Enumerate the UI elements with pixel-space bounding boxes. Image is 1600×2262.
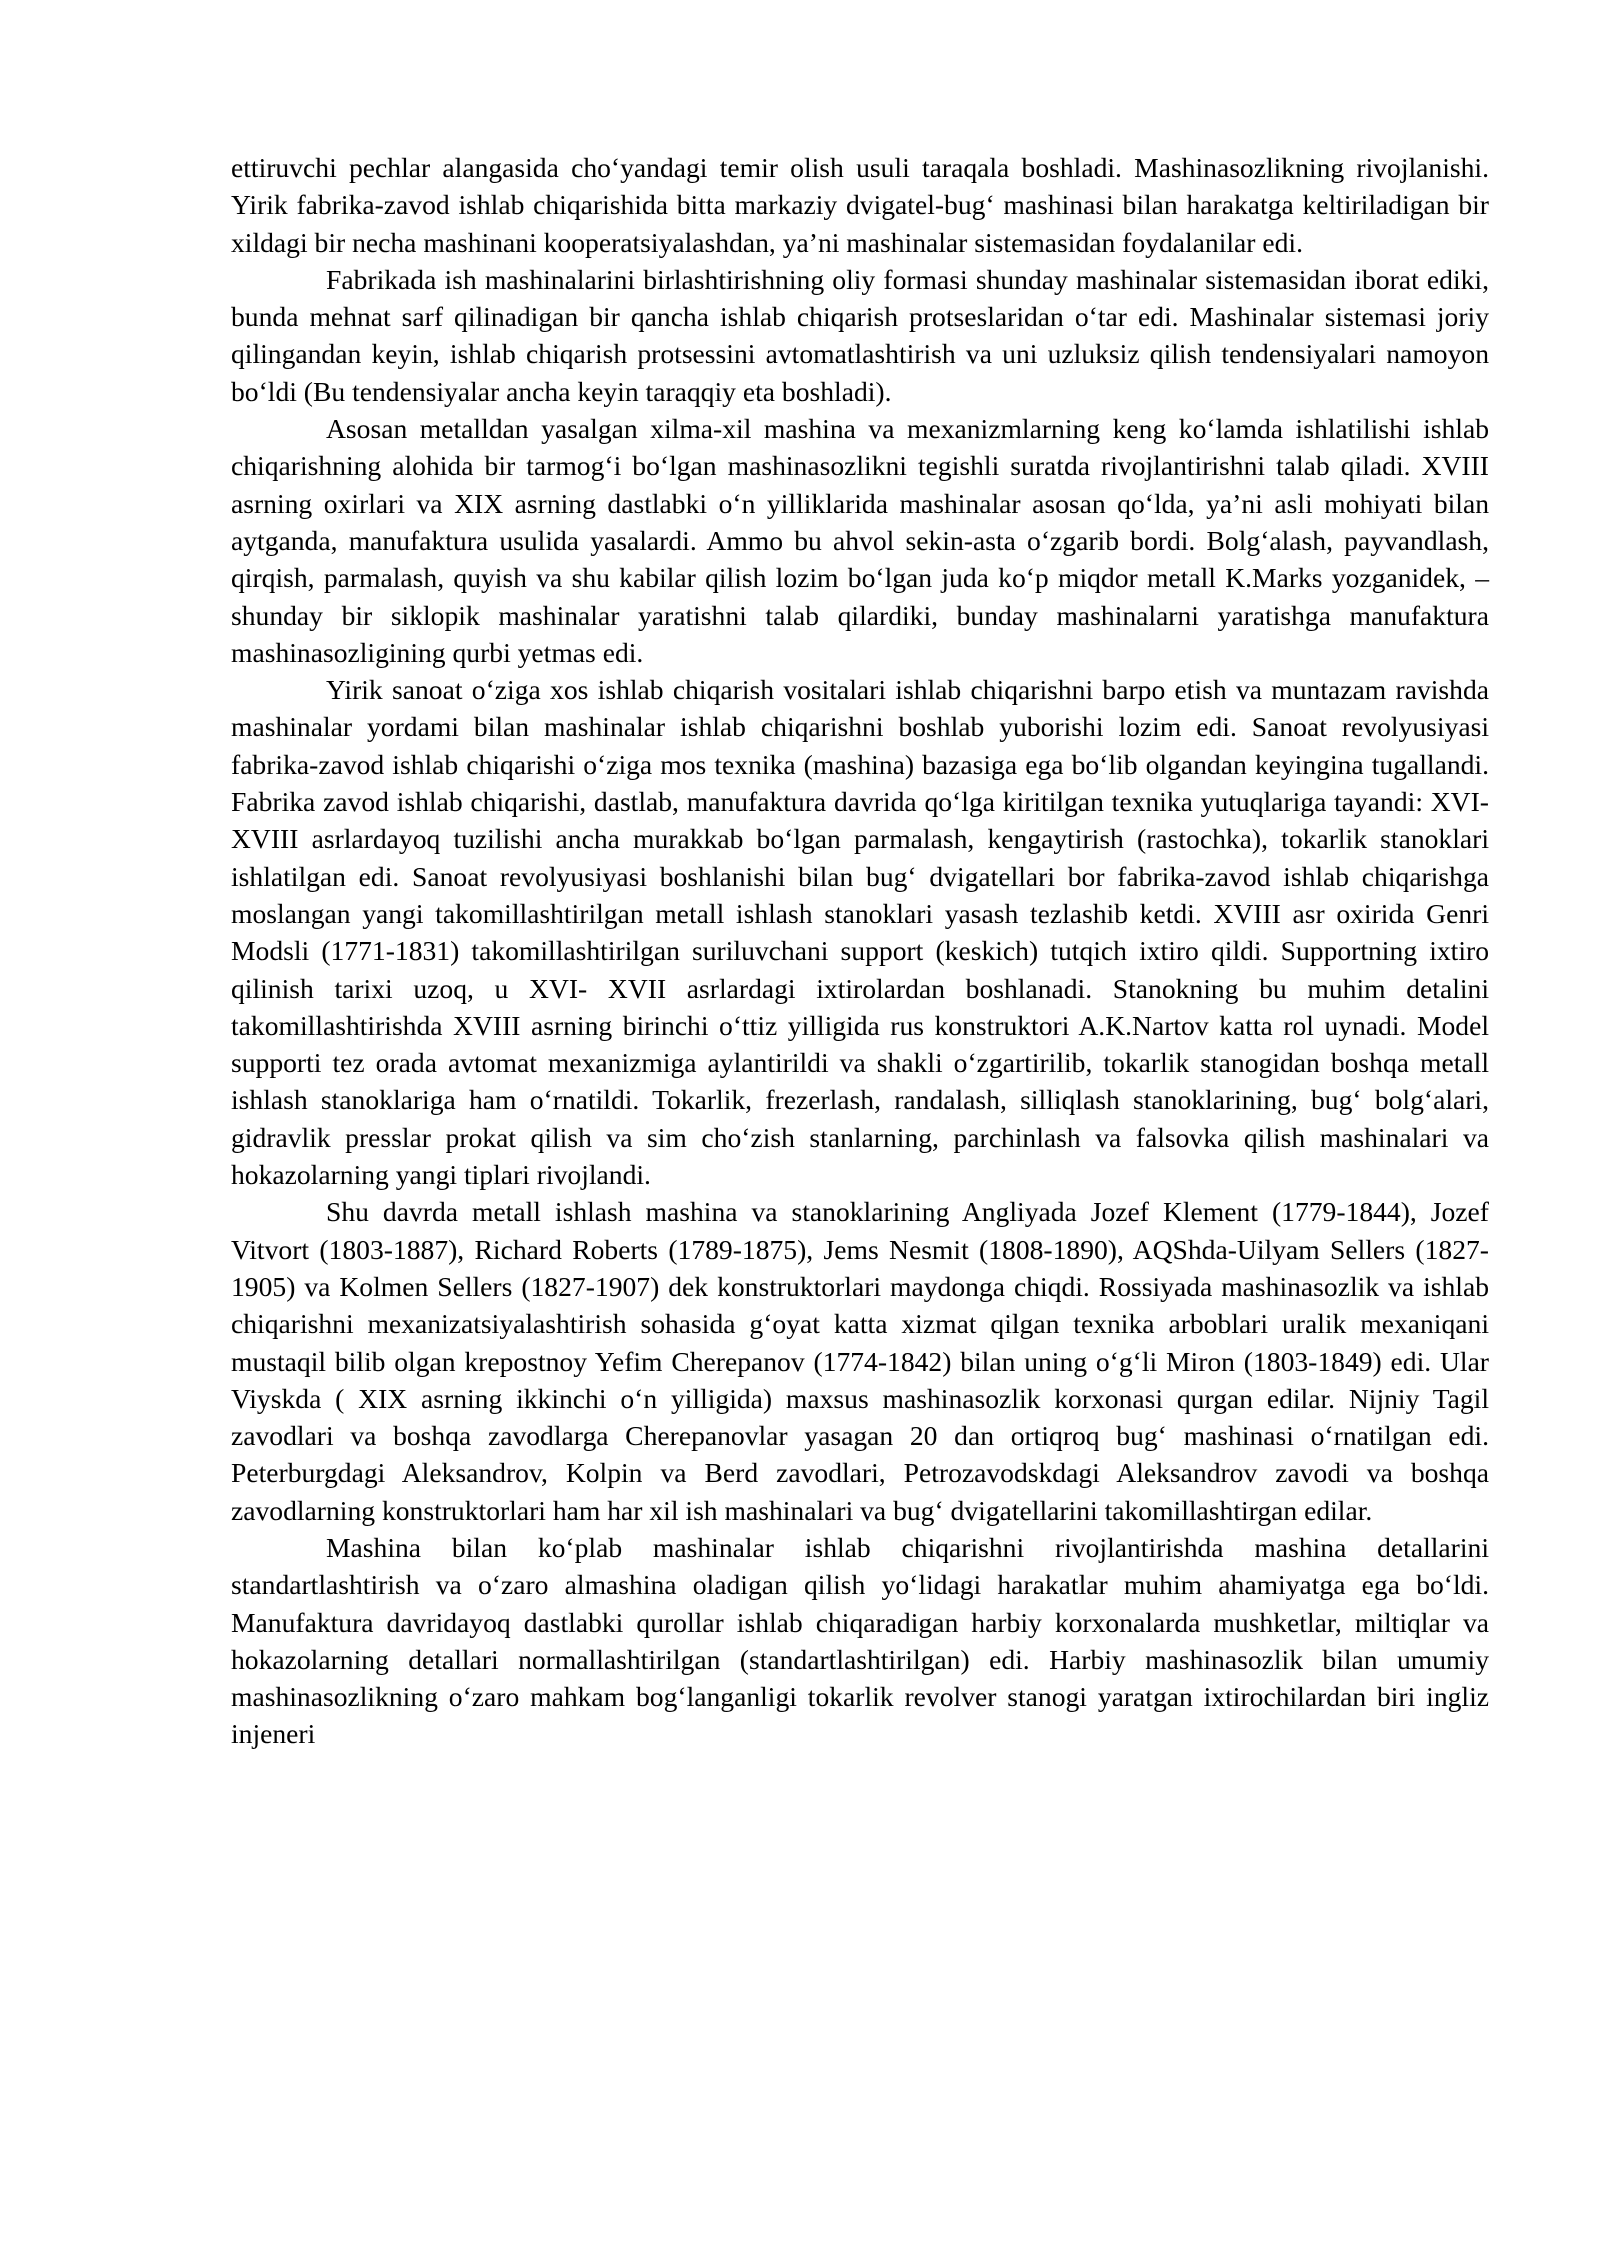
paragraph-4: Yirik sanoat o‘ziga xos ishlab chiqarish vositalari ishlab chiqarishni barpo etish va muntazam ravishda mashinalar yordami bilan mashinalar ishlab chiqarishni boshlab yuborishi lozim edi. Sanoat revolyusiyasi fabrika-zavod ishlab chiqarishi o‘ziga mos texnika (mashina) bazasiga ega bo‘lib olgandan keyingina tugallandi. Fabrika zavod ishlab chiqarishi, dastlab, manufaktura davrida qo‘lga kiritilgan texnika yutuqlariga tayandi: XVI-XVIII asrlardayoq tuzilishi ancha murakkab bo‘lgan parmalash, kengaytirish (rastochka), tokarlik stanoklari ishlatilgan edi. Sanoat revolyusiyasi boshlanishi bilan bug‘ dvigatellari bor fabrika-zavod ishlab chiqarishga moslangan yangi takomillashtirilgan metall ishlash stanoklari yasash tezlashib ketdi. XVIII asr oxirida Genri Modsli (1771-1831) takomillashtirilgan suriluvchani support (keskich) tutqich ixtiro qildi. Supportning ixtiro qilinish tarixi uzoq, u XVI- XVII asrlardagi ixtirolardan boshlanadi. Stanokning bu muhim detalini takomillashtirishda XVIII asrning birinchi o‘ttiz yilligida rus konstruktori A.K.Nartov katta rol uynadi. Model supporti tez orada avtomat mexanizmiga aylantirildi va shakli o‘zgartirilib, tokarlik stanogidan boshqa metall ishlash stanoklariga ham o‘rnatildi. Tokarlik, frezerlash, randalash, silliqlash stanoklarining, bug‘ bolg‘alari, gidravlik presslar prokat qilish va sim cho‘zish stanlarning, parchinlash va falsovka qilish mashinalari va hokazolarning yangi tiplari rivojlandi.: [231, 674, 1489, 1191]
paragraph-3: Asosan metalldan yasalgan xilma-xil mashina va mexanizmlarning keng ko‘lamda ishlatilishi ishlab chiqarishning alohida bir tarmog‘i bo‘lgan mashinasozlikni tegishli suratda rivojlantirishni talab qiladi. XVIII asrning oxirlari va XIX asrning dastlabki o‘n yilliklarida mashinalar asosan qo‘lda, ya’ni asli mohiyati bilan aytganda, manufaktura usulida yasalardi. Ammo bu ahvol sekin-asta o‘zgarib bordi. Bolg‘alash, payvandlash, qirqish, parmalash, quyish va shu kabilar qilish lozim bo‘lgan juda ko‘p miqdor metall K.Marks yozganidek, –shunday bir siklopik mashinalar yaratishni talab qilardiki, bunday mashinalarni yaratishga manufaktura mashinasozligining qurbi yetmas edi.: [231, 413, 1489, 668]
document-body: [231, 149, 1489, 1753]
paragraph-5: Shu davrda metall ishlash mashina va stanoklarining Angliyada Jozef Klement (1779-1844), Jozef Vitvort (1803-1887), Richard Roberts (1789-1875), Jems Nesmit (1808-1890), AQShda-Uilyam Sellers (1827-1905) va Kolmen Sellers (1827-1907) dek konstruktorlari maydonga chiqdi. Rossiyada mashinasozlik va ishlab chiqarishni mexanizatsiyalashtirish sohasida g‘oyat katta xizmat qilgan texnika arboblari uralik mexaniqani mustaqil bilib olgan krepostnoy Yefim Cherepanov (1774-1842) bilan uning o‘g‘li Miron (1803-1849) edi. Ular Viyskda ( XIX asrning ikkinchi o‘n yilligida) maxsus mashinasozlik korxonasi qurgan edilar. Nijniy Tagil zavodlari va boshqa zavodlarga Cherepanovlar yasagan 20 dan ortiqroq bug‘ mashinasi o‘rnatilgan edi. Peterburgdagi Aleksandrov, Kolpin va Berd zavodlari, Petrozavodskdagi Aleksandrov zavodi va boshqa zavodlarning konstruktorlari ham har xil ish mashinalari va bug‘ dvigatellarini takomillashtirgan edilar.: [231, 1196, 1489, 1526]
paragraph-1: ettiruvchi pechlar alangasida cho‘yandagi temir olish usuli taraqala boshladi. Mashinasozlikning rivojlanishi. Yirik fabrika-zavod ishlab chiqarishida bitta markaziy dvigatel-bug‘ mashinasi bilan harakatga keltiriladigan bir xildagi bir necha mashinani kooperatsiyalashdan, ya’ni mashinalar sistemasidan foydalanilar edi.: [231, 152, 1489, 258]
paragraph-6: Mashina bilan ko‘plab mashinalar ishlab chiqarishni rivojlantirishda mashina detallarini standartlashtirish va o‘zaro almashina oladigan qilish yo‘lidagi harakatlar muhim ahamiyatga ega bo‘ldi. Manufaktura davridayoq dastlabki qurollar ishlab chiqaradigan harbiy korxonalarda mushketlar, miltiqlar va hokazolarning detallari normallashtirilgan (standartlashtirilgan) edi. Harbiy mashinasozlik bilan umumiy mashinasozlikning o‘zaro mahkam bog‘langanligi tokarlik revolver stanogi yaratgan ixtirochilardan biri ingliz injeneri: [231, 1531, 1489, 1750]
paragraph-2: Fabrikada ish mashinalarini birlashtirishning oliy formasi shunday mashinalar sistemasidan iborat ediki, bunda mehnat sarf qilinadigan bir qancha ishlab chiqarish protseslaridan o‘tar edi. Mashinalar sistemasi joriy qilingandan keyin, ishlab chiqarish protsessini avtomatlashtirish va uni uzluksiz qilish tendensiyalari namoyon bo‘ldi (Bu tendensiyalar ancha keyin taraqqiy eta boshladi).: [231, 263, 1489, 407]
